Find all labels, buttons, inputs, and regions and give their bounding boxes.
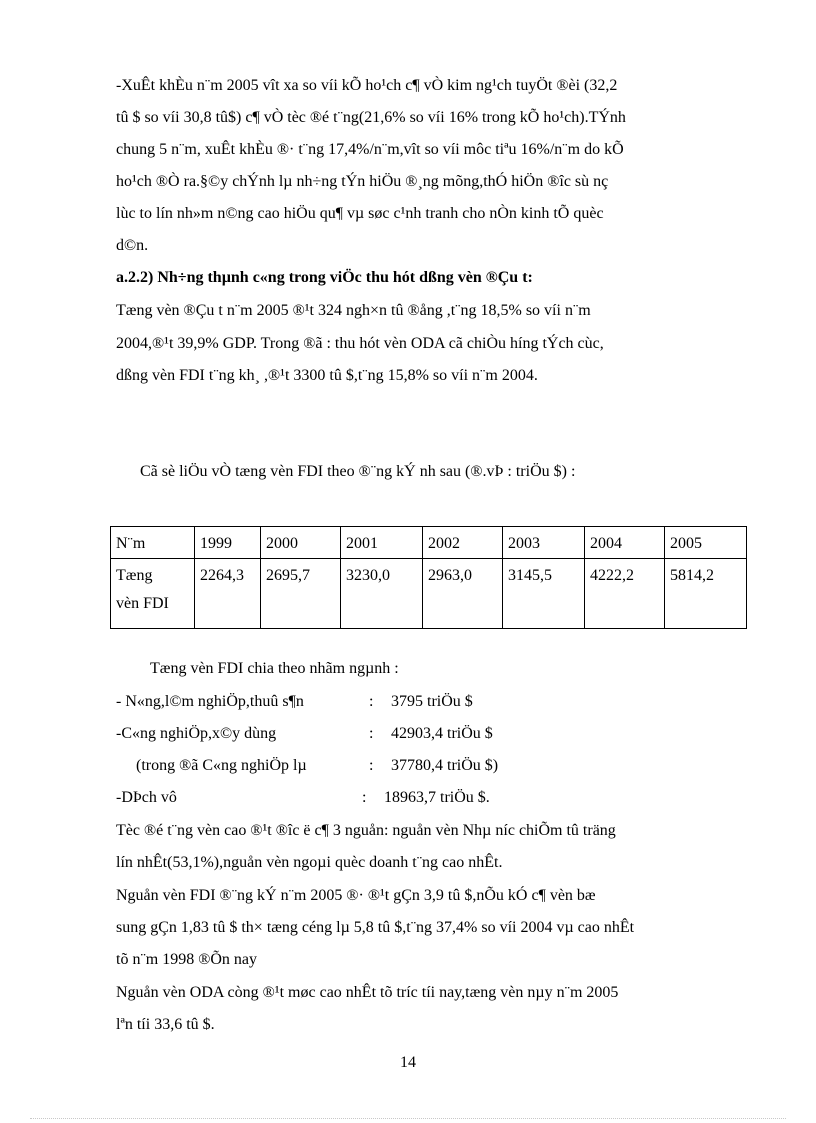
text-line: -XuÊt khÈu n¨m 2005 vît xa so víi kÕ ho¹ch c¶ vÒ kim ng¹ch tuyÖt ®èi (32,2 bbox=[116, 77, 618, 94]
text-line: Tèc ®é t¨ng vèn cao ®¹t ®îc ë c¶ 3 nguån: nguån vèn Nhµ níc chiÕm tû träng bbox=[116, 822, 616, 839]
text-line: lùc to lín nh»m n©ng cao hiÖu qu¶ vµ søc c¹nh tranh cho nÒn kinh tÕ quèc bbox=[116, 205, 604, 222]
sector-value: 18963,7 triÖu $. bbox=[384, 789, 490, 806]
sector-value: 37780,4 triÖu $) bbox=[391, 757, 499, 774]
row-label-line: Tæng bbox=[116, 567, 153, 584]
table-row-label bbox=[111, 559, 195, 629]
text-line: Tæng vèn ®Çu t n¨m 2005 ®¹t 324 ngh×n tû ®ång ,t¨ng 18,5% so víi n¨m bbox=[116, 302, 591, 319]
text-line: chung 5 n¨m, xuÊt khÈu ®· t¨ng 17,4%/n¨m,vît so víi môc tiªu 16%/n¨m do kÕ bbox=[116, 141, 624, 158]
bottom-divider bbox=[30, 1118, 786, 1119]
sector-colon: : bbox=[369, 725, 374, 742]
table-cell: 2264,3 bbox=[195, 559, 261, 629]
section-heading: a.2.2) Nh÷ng thµnh c«ng trong viÖc thu hót dßng vèn ®Çu t: bbox=[116, 269, 533, 286]
text-line: lín nhÊt(53,1%),nguån vèn ngoµi quèc doanh t¨ng cao nhÊt. bbox=[116, 854, 503, 871]
table-cell: 3230,0 bbox=[341, 559, 423, 629]
table-cell: 5814,2 bbox=[665, 559, 747, 629]
sector-intro: Tæng vèn FDI chia theo nhãm ngµnh : bbox=[150, 660, 399, 677]
row-label-line: vèn FDI bbox=[116, 595, 169, 612]
text-line: 2004,®¹t 39,9% GDP. Trong ®ã : thu hót vèn ODA cã chiÒu híng tÝch cùc, bbox=[116, 335, 604, 352]
table-header-cell: N¨m bbox=[111, 527, 195, 559]
text-line: lªn tíi 33,6 tû $. bbox=[116, 1016, 215, 1033]
sector-colon: : bbox=[362, 789, 367, 806]
sector-value: 42903,4 triÖu $ bbox=[391, 725, 493, 742]
sector-label: -C«ng nghiÖp,x©y dùng bbox=[116, 725, 277, 742]
table-header-cell: 2002 bbox=[423, 527, 503, 559]
sector-label: -DÞch vô bbox=[116, 789, 177, 806]
table-header-cell: 2000 bbox=[261, 527, 341, 559]
page-number: 14 bbox=[400, 1054, 416, 1071]
table-intro: Cã sè liÖu vÒ tæng vèn FDI theo ®¨ng kÝ nh sau (®.vÞ : triÖu $) : bbox=[140, 463, 576, 480]
text-line: tõ n¨m 1998 ®Õn nay bbox=[116, 951, 258, 968]
table-header-cell: 2003 bbox=[503, 527, 585, 559]
table-header-cell: 2005 bbox=[665, 527, 747, 559]
table-header-cell: 2004 bbox=[585, 527, 665, 559]
table-header-row bbox=[111, 527, 747, 559]
text-line: tû $ so víi 30,8 tû$) c¶ vÒ tèc ®é t¨ng(21,6% so víi 16% trong kÕ ho¹ch).TÝnh bbox=[116, 109, 626, 126]
table-cell: 2963,0 bbox=[423, 559, 503, 629]
table-row bbox=[111, 559, 747, 629]
text-line: ho¹ch ®Ò ra.§©y chÝnh lµ nh÷ng tÝn hiÖu ®¸ng mõng,thÓ hiÖn ®îc sù nç bbox=[116, 173, 609, 190]
table-cell: 3145,5 bbox=[503, 559, 585, 629]
table-cell: 4222,2 bbox=[585, 559, 665, 629]
sector-label: - N«ng,l©m nghiÖp,thuû s¶n bbox=[116, 693, 304, 710]
text-line: sung gÇn 1,83 tû $ th× tæng céng lµ 5,8 tû $,t¨ng 37,4% so víi 2004 vµ cao nhÊt bbox=[116, 919, 635, 936]
table-header-cell: 1999 bbox=[195, 527, 261, 559]
sector-colon: : bbox=[369, 693, 374, 710]
fdi-table bbox=[110, 526, 747, 629]
table-header-cell: 2001 bbox=[341, 527, 423, 559]
text-line: d©n. bbox=[116, 237, 149, 254]
table-cell: 2695,7 bbox=[261, 559, 341, 629]
sector-label: (trong ®ã C«ng nghiÖp lµ bbox=[136, 757, 307, 774]
sector-value: 3795 triÖu $ bbox=[391, 693, 473, 710]
text-line: Nguån vèn ODA còng ®¹t møc cao nhÊt tõ tríc tíi nay,tæng vèn nµy n¨m 2005 bbox=[116, 984, 619, 1001]
text-line: Nguån vèn FDI ®¨ng kÝ n¨m 2005 ®· ®¹t gÇn 3,9 tû $,nÕu kÓ c¶ vèn bæ bbox=[116, 887, 596, 904]
text-line: dßng vèn FDI t¨ng kh¸ ,®¹t 3300 tû $,t¨ng 15,8% so víi n¨m 2004. bbox=[116, 367, 538, 384]
sector-colon: : bbox=[369, 757, 374, 774]
